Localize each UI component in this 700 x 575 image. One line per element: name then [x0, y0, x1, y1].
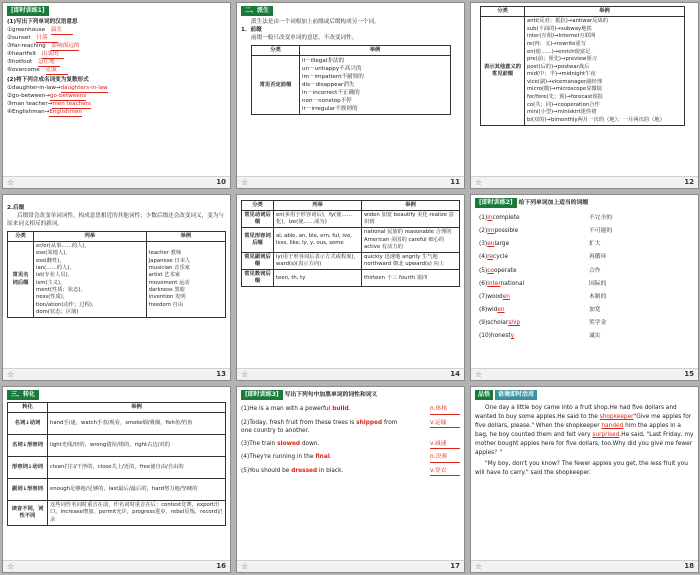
word: large [494, 241, 510, 248]
example-cell: enough足够地/足够的，last最后/最后的，hard努力地/坚硬的 [48, 479, 226, 501]
prefix-example: micro(微)→microscope显微镜 [527, 86, 602, 93]
question-text: 给下列单词加上适当的词缀 [518, 200, 589, 206]
col-header: 列举 [274, 201, 362, 211]
example-cell: quickly 迅速地 angrily 生气地 northward 朝北 upward(s) 向上 [362, 252, 460, 269]
meaning: 加宽 [589, 307, 601, 314]
word: ②sunset [7, 35, 31, 42]
passage-paragraph-1: One day a little boy came into a fruit shop.He had five dollars and wanted to buy some apples.He said to the shopkeeper"Give me apples for five dollars, please." When the shopkeeper handed him the apples in a bag, he boy counted them and felt very surprised.He said, "Last Friday, my mother bought apples here for five dollars, too.Why did you give me fewer apples？" [475, 405, 694, 457]
col-header: 举例 [146, 232, 225, 242]
answer: v.穿衣 [430, 467, 460, 477]
star-icon[interactable]: ☆ [241, 177, 249, 187]
category-cell: 副词↓形容词 [8, 479, 48, 501]
answer: re [487, 254, 494, 261]
page-number: 15 [684, 369, 694, 378]
page-number: 17 [450, 561, 460, 570]
sentence [241, 440, 401, 450]
item-text [479, 228, 589, 236]
word: scholar [487, 320, 509, 327]
sentence [241, 467, 401, 477]
exercise-tag: 品悟 [475, 390, 493, 400]
slide-18[interactable] [470, 386, 699, 573]
table-row [242, 252, 460, 269]
list-item [241, 419, 460, 436]
page-number: 14 [450, 369, 460, 378]
answer: in [487, 214, 493, 221]
list-item [7, 108, 226, 116]
sub-heading: 1．前缀 [241, 27, 262, 34]
suffix-item: ist(专业人员)， [36, 272, 73, 279]
suffix-example: artist 艺术家 [148, 272, 181, 279]
word: ③man teacher→ [7, 101, 53, 108]
word: complete [492, 214, 520, 221]
item-text [479, 241, 589, 249]
desc-text: 前缀一般只改变单词的意思，不改变词性。 [251, 35, 358, 42]
example-cell: hand手/递，watch手表/观看，smoke烟/吸烟，fish鱼/钓鱼 [48, 413, 226, 435]
list-item [241, 453, 460, 463]
intro-text: 派生法是由一个词根加上前缀或后缀构成另一个词。 [251, 19, 380, 26]
word: ③far-reaching [7, 43, 46, 50]
conversion-table [7, 402, 226, 526]
answer: 影响深远的 [51, 43, 80, 50]
col-header: 分类 [8, 232, 34, 242]
col-header: 举例 [48, 403, 226, 413]
answer: ship [508, 320, 521, 327]
item-text [479, 333, 589, 341]
list-item [7, 34, 226, 42]
target-word: slowed [277, 440, 301, 447]
slide-12[interactable] [470, 2, 699, 189]
slide-13[interactable] [2, 194, 231, 381]
answer: daughters-in-law [60, 85, 108, 92]
list-item [7, 42, 226, 50]
desc-text: 后缀常会改变单词词性，构成意思相近的其他词性；少数后缀还会改变词义，变为与原来词义相反的新词。 [7, 213, 224, 227]
slide-16[interactable] [2, 386, 231, 573]
word: ⑥overcome [7, 67, 40, 74]
sentence-part: (2)Today, fresh fruit from these trees is [241, 419, 357, 426]
suffix-table [7, 231, 226, 318]
word: wood [487, 293, 503, 300]
suffix-table-2 [241, 200, 460, 287]
list-cell [34, 242, 147, 318]
prefix-example: for/fore(先；预)→forecast预报 [527, 94, 603, 101]
word: cycle [493, 254, 509, 261]
prefix-example: re(再；又)→rewrite重写 [527, 40, 587, 47]
item-number: (4) [479, 254, 488, 261]
word: ①daughter-in-law→ [7, 85, 61, 92]
sentence-part: down. [300, 440, 320, 447]
word: wid [487, 307, 498, 314]
list-cell: teen, th, ty [274, 270, 362, 287]
answer-word: shopkeeper [599, 414, 634, 421]
target-word: final [315, 454, 330, 461]
list-item [7, 50, 226, 58]
slide-14[interactable] [236, 194, 465, 381]
star-icon[interactable]: ☆ [7, 177, 15, 187]
sentence-part: (1)He is a man with a powerful [241, 406, 333, 413]
answer: 克服 [46, 66, 68, 75]
word: ④Englishman→ [7, 109, 50, 116]
suffix-example: freedom 自由 [148, 301, 184, 308]
word: possible [494, 227, 519, 234]
passage-paragraph-2: "My boy, don't you know? The fewer apples you get, the less fruit you will have to carry." said the shopkeeper. [475, 461, 688, 477]
example-cell: clean打扫/干净的，close关上/近的，free使自由/自由的 [48, 457, 226, 479]
list-item [479, 291, 694, 304]
list-item [479, 278, 694, 291]
list-item [479, 238, 694, 251]
prefix-example: sub(下面的)→subway地铁 [527, 25, 592, 32]
item-number: (10) [479, 333, 491, 340]
prefix-example: mid(中；半)→midnight午夜 [527, 71, 596, 78]
list-cell: ly(用于形容词后表示方式或程度)，ward(s)(表示方向) [274, 252, 362, 269]
star-icon[interactable]: ☆ [475, 561, 483, 571]
suffix-item: ism(主义)， [36, 279, 66, 286]
answer: inter [487, 280, 501, 287]
item-number: (6) [479, 280, 488, 287]
prefix-example: pre(前；预先)→preview预习 [527, 56, 597, 63]
suffix-item: ment(性质；状态)， [36, 286, 86, 293]
target-word: build [332, 406, 349, 413]
suffix-example: musician 音乐家 [148, 265, 190, 272]
answer: y [510, 333, 515, 340]
meaning: 不完全的 [589, 214, 613, 221]
sentence [241, 453, 401, 463]
prefix-example: inter(互相)→Internet互联网 [527, 33, 596, 40]
answer-word: handed [601, 423, 624, 430]
col-header: 分类 [481, 7, 525, 17]
item-text [479, 307, 589, 315]
col-header: 转化 [8, 403, 48, 413]
star-icon[interactable]: ☆ [475, 177, 483, 187]
category-cell: 常见动词后缀 [242, 211, 274, 228]
suffix-example: Japanese 日本人 [148, 257, 191, 264]
list-item [479, 304, 694, 317]
example-cell [300, 56, 451, 115]
prefix-table-2 [480, 6, 685, 126]
item-text [479, 215, 589, 223]
table-row [8, 457, 226, 479]
example-cell: national 民族的 reasonable 合理的 American 美国的 careful 细心的 active 有活力的 [362, 228, 460, 252]
star-icon[interactable]: ☆ [475, 369, 483, 379]
meaning: 国际的 [589, 280, 607, 287]
item-number: (5) [479, 267, 488, 274]
suffix-item: ian(……的人)， [36, 265, 75, 272]
star-icon[interactable]: ☆ [7, 561, 15, 571]
star-icon[interactable]: ☆ [241, 561, 249, 571]
meaning: 诚实 [589, 333, 601, 340]
item-number: (7) [479, 293, 488, 300]
prefix-example: un－unhappy不高兴的 [302, 66, 362, 73]
answer: v.运输 [430, 419, 460, 429]
word: ④heartfelt [7, 51, 37, 58]
answer: v.减速 [430, 440, 460, 450]
category-cell: 常见名词后缀 [8, 242, 34, 318]
target-word: dressed [291, 467, 318, 474]
answer: co [487, 267, 494, 274]
section-title: 语境即时活用 [495, 390, 537, 400]
category-cell: 常见副词后缀 [242, 252, 274, 269]
item-text [479, 294, 589, 302]
question-2: (2)将下列合成名词变为复数形式 [7, 77, 89, 84]
list-item [241, 405, 460, 415]
table-row [8, 501, 226, 525]
prefix-example: bi(双的)→bimonthly两月一次的（地）；一月两次的（地） [527, 116, 666, 123]
prefix-example: il－illegal非法的 [302, 58, 345, 65]
suffix-item: ese(某地人)， [36, 250, 71, 257]
section-heading: 三、转化 [7, 390, 39, 400]
answer: en [487, 241, 495, 248]
word: ②go-between→ [7, 93, 50, 100]
page-number: 16 [216, 561, 226, 570]
table-row [242, 211, 460, 228]
example-cell: light光线/轻的，wrong错误/错的，right右边/对的 [48, 435, 226, 457]
suffix-item: dom(状态；区域) [36, 308, 79, 315]
table-row [8, 479, 226, 501]
sentence [241, 405, 401, 415]
sub-heading: 2.后缀 [7, 205, 25, 211]
answer: 由衷的 [42, 50, 64, 59]
word: honest [490, 333, 511, 340]
answer: go-betweens [50, 93, 87, 100]
col-header: 分类 [252, 46, 300, 56]
category-cell: 名词↓动词 [8, 413, 48, 435]
list-item [479, 252, 694, 265]
answer: 日落 [36, 34, 58, 43]
answer: men teachers [52, 101, 91, 108]
page-number: 18 [684, 561, 694, 570]
suffix-example: darkness 黑暗 [148, 286, 185, 293]
answer-word: surprised [592, 432, 620, 439]
answer: n.体格 [430, 405, 460, 415]
answer: en [502, 293, 510, 300]
list-item [7, 26, 226, 34]
col-header: 列举 [34, 232, 147, 242]
answer: en [497, 307, 505, 314]
item-number: (9) [479, 320, 488, 327]
example-cell: widen 加宽 beautify 美化 realize 意识到 [362, 211, 460, 228]
answer: n.决赛 [430, 453, 460, 463]
star-icon[interactable]: ☆ [241, 369, 249, 379]
prefix-example: post(后的)→postwar战后 [527, 63, 590, 70]
example-cell [146, 242, 225, 318]
slide-17[interactable] [236, 386, 465, 573]
suffix-example: movement 运动 [148, 279, 190, 286]
exercise-tag: [即时训练2] [475, 198, 517, 208]
list-item [479, 225, 694, 238]
prefix-table [251, 45, 451, 115]
suffix-item: ness(性质)， [36, 294, 69, 301]
prefix-example: co(共；同)→cooperation合作 [527, 101, 600, 108]
page-number: 12 [684, 177, 694, 186]
example-cell: thirteen 十三 fourth 第四 [362, 270, 460, 287]
item-text [479, 320, 589, 328]
category-cell: 表示其他意义的常见前缀 [481, 17, 525, 126]
prefix-example: in－incorrect不正确的 [302, 90, 360, 97]
suffix-example: teacher 教师 [148, 250, 182, 257]
category-cell: 名词↓形容词 [8, 435, 48, 457]
question-text: 写出下列句中加黑单词的词性和词义 [284, 392, 378, 398]
answer: 急忙地 [38, 58, 60, 67]
sentence [241, 419, 401, 436]
meaning: 再循环 [589, 254, 607, 261]
prefix-example: en(使……)→enrich使富足 [527, 48, 591, 55]
meaning: 木制的 [589, 293, 607, 300]
example-cell: 这些词作名词时重音在前，作名词时重音在后：contest竞赛，export出口，increase增加，permit允许，progress进步，rebel反叛，record记录 [48, 501, 226, 525]
word: national [500, 280, 525, 287]
list-item [7, 100, 226, 108]
category-cell: 常见形容词后缀 [242, 228, 274, 252]
list-item [479, 318, 694, 331]
answer: Englishmen [49, 109, 82, 116]
item-text [479, 268, 589, 276]
meaning: 不可能的 [589, 227, 613, 234]
sentence-part: from one country to another. [241, 419, 398, 435]
word: ⑤hotfoot [7, 59, 33, 66]
prefix-example: non－nonstop不停 [302, 98, 352, 105]
list-cell: al, able, an, ble, ern, ful, ive, less, like, ly, y, ous, some [274, 228, 362, 252]
item-number: (1) [479, 214, 488, 221]
page-number: 11 [450, 177, 460, 186]
item-text [479, 281, 589, 289]
list-item [479, 265, 694, 278]
answer: im [487, 227, 495, 234]
meaning: 奖学金 [589, 320, 607, 327]
suffix-item: ess(雌性)， [36, 257, 65, 264]
page-number: 13 [216, 369, 226, 378]
category-cell: 常见否定前缀 [252, 56, 300, 115]
list-item [7, 92, 226, 100]
prefix-example: im－impatient不耐烦的 [302, 74, 364, 81]
col-header: 分类 [242, 201, 274, 211]
slide-11[interactable] [236, 2, 465, 189]
suffix-example: invention 发明 [148, 294, 186, 301]
table-row [242, 270, 460, 287]
suffix-item: er/or(从事……的人)， [36, 243, 90, 250]
prefix-example: anti(反对；抵抗)→antiwar反战的 [527, 18, 609, 25]
sentence-part: . [329, 454, 332, 461]
list-item [479, 331, 694, 344]
category-cell: 读音不同，词性不同 [8, 501, 48, 525]
list-item [7, 66, 226, 74]
list-cell: en(多用于形容词后)，fy(使……化)，ize(使……成为) [274, 211, 362, 228]
prefix-example: vice(副)→vicemanager副经理 [527, 78, 603, 85]
prefix-example: mini(小型)→miniskirt迷你裙 [527, 109, 597, 116]
category-cell: 常见数词后缀 [242, 270, 274, 287]
item-text [479, 254, 589, 262]
list-item [7, 84, 226, 92]
table-row [242, 228, 460, 252]
item-number: (2) [479, 227, 488, 234]
list-item [7, 58, 226, 66]
sentence-part: . [348, 406, 351, 413]
col-header: 举例 [362, 201, 460, 211]
category-cell: 形容词↓动词 [8, 457, 48, 479]
col-header: 举例 [300, 46, 451, 56]
target-word: shipped [356, 419, 383, 426]
item-number: (8) [479, 307, 488, 314]
suffix-item: tion/ation(动作；过程)， [36, 301, 98, 308]
table-row [8, 435, 226, 457]
question-1: (1)写出下列单词的汉语意思 [7, 19, 78, 26]
exercise-tag: [即时训练1] [7, 6, 49, 16]
item-number: (3) [479, 241, 488, 248]
list-item [241, 467, 460, 477]
meaning: 合作 [589, 267, 601, 274]
table-row [8, 413, 226, 435]
list-item [479, 212, 694, 225]
col-header: 举例 [525, 7, 685, 17]
prefix-example: ir－irregular不规则的 [302, 106, 358, 113]
word: ①greenhouse [7, 27, 46, 34]
sentence-part: (4)They're running in the [241, 454, 316, 461]
sentence-part: (3)The train [241, 440, 278, 447]
star-icon[interactable]: ☆ [7, 369, 15, 379]
slide-10[interactable] [2, 2, 231, 189]
prefix-example: dis－disappear消失 [302, 82, 355, 89]
slide-15[interactable] [470, 194, 699, 381]
sentence-part: in black. [317, 467, 344, 474]
section-heading: 二、派生 [241, 6, 273, 16]
exercise-tag: [即时训练3] [241, 390, 283, 400]
answer: 温室 [51, 26, 73, 35]
list-item [241, 440, 460, 450]
example-cell [525, 17, 685, 126]
page-number: 10 [216, 177, 226, 186]
sentence-part: (5)You should be [241, 467, 292, 474]
meaning: 扩大 [589, 241, 601, 248]
word: operate [493, 267, 517, 274]
